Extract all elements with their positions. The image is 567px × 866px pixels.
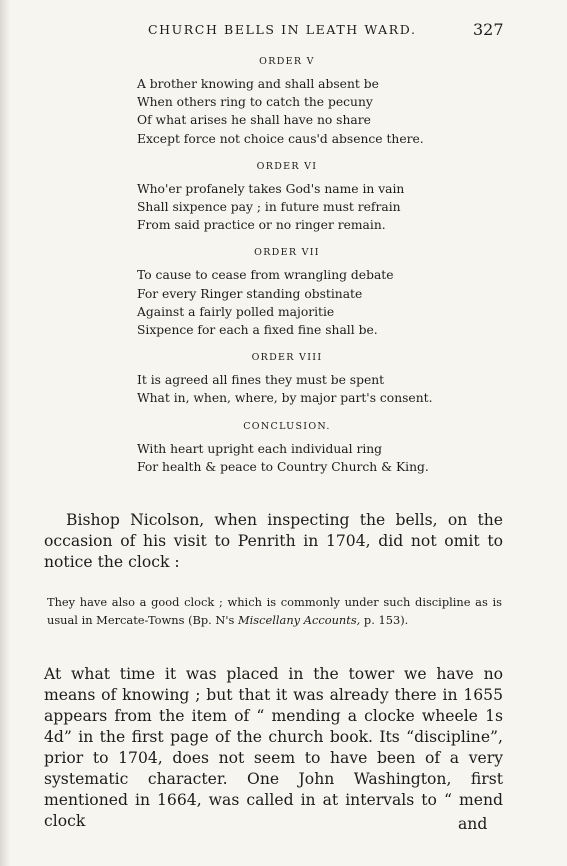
verse-line: Except force not choice caus'd absence there. [137,131,424,146]
quote-source-title: Miscellany Accounts, [238,613,361,628]
stanza-order-vi [137,161,517,235]
page-gutter-shadow [0,0,10,866]
verse-line: From said practice or no ringer remain. [137,218,386,233]
stanza-heading: ORDER VIII [251,352,323,364]
verse-line: A brother knowing and shall absent be [137,77,379,91]
verse-line: With heart upright each individual ring [137,441,383,456]
running-title: CHURCH BELLS IN LEATH WARD. [148,22,417,37]
verse-line: Against a fairly polled majoritie [137,304,335,319]
stanza-conclusion [137,421,517,476]
stanza-heading: ORDER VII [254,247,320,259]
verse-line: When others ring to catch the pecuny [137,95,373,110]
verse-line: Of what arises he shall have no share [137,113,371,128]
verse-line: For health & peace to Country Church & King. [137,459,429,474]
running-head [0,22,567,44]
verse-line: To cause to cease from wrangling debate [137,268,394,283]
verse-line: Shall sixpence pay ; in future must refrain [137,200,401,215]
verse-line: Sixpence for each a fixed fine shall be. [137,323,378,338]
stanza-heading: ORDER VI [256,160,318,172]
body-paragraph-clock: At what time it was placed in the tower we have no means of knowing ; but that it was already there in 1655 appears from the item of “ mending a clocke wheele 1s 4d” in the first page of the church book. Its “discipline”, prior to 1704, does not seem to have been of a very systematic character. One John Washington, first mentioned in 1664, was called in at intervals to “ mend clock [44,665,503,830]
stanza-order-v [137,56,517,148]
page-number: 327 [473,20,504,39]
catchword: and [458,815,488,833]
stanza-heading: ORDER V [259,56,315,67]
stanza-order-vii [137,247,517,339]
ringers-orders-poem [137,56,517,489]
block-quote [47,593,502,630]
verse-line: Who'er profanely takes God's name in vain [137,181,405,196]
verse-line: What in, when, where, by major part's consent. [137,391,433,406]
stanza-order-viii [137,352,517,407]
quote-text: They have also a good clock ; which is commonly under such discipline as is usual in Mercate-Towns (Bp. N's [47,595,502,628]
stanza-heading: CONCLUSION. [243,420,331,432]
quote-citation: p. 153). [360,613,409,628]
verse-line: It is agreed all fines they must be spent [137,373,385,388]
body-paragraph-nicolson: Bishop Nicolson, when inspecting the bells, on the occasion of his visit to Penrith in 1704, did not omit to notice the clock : [44,511,503,571]
verse-line: For every Ringer standing obstinate [137,286,363,301]
